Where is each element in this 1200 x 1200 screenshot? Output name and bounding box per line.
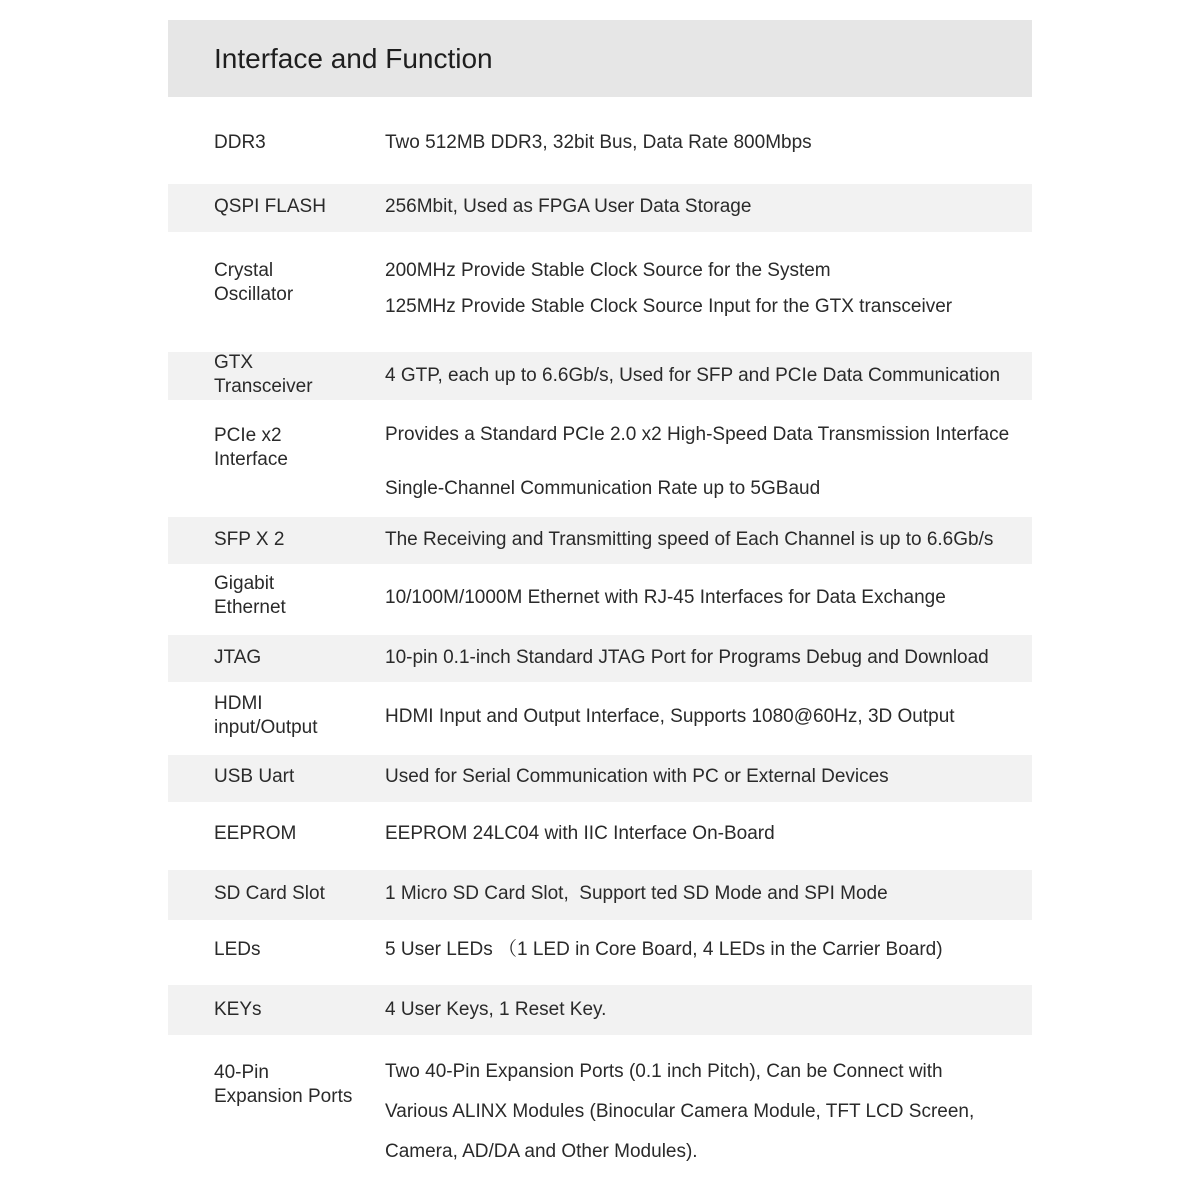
row-value: Two 40-Pin Expansion Ports (0.1 inch Pitch), Can be Connect with (385, 1061, 943, 1082)
row-value: 10-pin 0.1-inch Standard JTAG Port for Programs Debug and Download (385, 647, 989, 668)
row-label: DDR3 (214, 132, 266, 153)
row-label: GTX Transceiver (214, 352, 313, 397)
row-label: Gigabit Ethernet (214, 573, 286, 618)
row-label: PCIe x2 Interface (214, 425, 288, 470)
row-value: Various ALINX Modules (Binocular Camera Module, TFT LCD Screen, (385, 1101, 975, 1122)
row-value: 256Mbit, Used as FPGA User Data Storage (385, 196, 752, 217)
row-value: HDMI Input and Output Interface, Supports 1080@60Hz, 3D Output (385, 706, 955, 727)
row-value: 125MHz Provide Stable Clock Source Input for the GTX transceiver (385, 296, 953, 317)
row-label: QSPI FLASH (214, 196, 326, 217)
row-value: 200MHz Provide Stable Clock Source for the System (385, 260, 831, 281)
row-value: EEPROM 24LC04 with IIC Interface On-Board (385, 823, 775, 844)
row-value: 4 User Keys, 1 Reset Key. (385, 999, 607, 1020)
row-value: Camera, AD/DA and Other Modules). (385, 1141, 698, 1162)
row-label: JTAG (214, 647, 262, 668)
section-title: Interface and Function (214, 43, 493, 74)
row-label: HDMI input/Output (214, 693, 318, 738)
row-label: EEPROM (214, 823, 297, 844)
row-value: Two 512MB DDR3, 32bit Bus, Data Rate 800Mbps (385, 132, 812, 153)
row-value: The Receiving and Transmitting speed of Each Channel is up to 6.6Gb/s (385, 529, 994, 550)
section-header (168, 20, 1032, 97)
row-value: Used for Serial Communication with PC or External Devices (385, 766, 889, 787)
row-value: Provides a Standard PCIe 2.0 x2 High-Speed Data Transmission Interface (385, 424, 1010, 445)
row-label: 40-Pin Expansion Ports (214, 1062, 353, 1107)
row-value: 5 User LEDs （1 LED in Core Board, 4 LEDs in the Carrier Board) (385, 939, 943, 960)
row-value: 1 Micro SD Card Slot, Support ted SD Mode and SPI Mode (385, 883, 888, 904)
row-label: USB Uart (214, 766, 295, 787)
row-label: SFP X 2 (214, 529, 285, 550)
row-value: 10/100M/1000M Ethernet with RJ-45 Interfaces for Data Exchange (385, 587, 946, 608)
row-value: 4 GTP, each up to 6.6Gb/s, Used for SFP and PCIe Data Communication (385, 365, 1001, 386)
row-value: Single-Channel Communication Rate up to 5GBaud (385, 478, 821, 499)
row-label: LEDs (214, 939, 261, 960)
row-label: Crystal Oscillator (214, 260, 294, 305)
row-label: KEYs (214, 999, 262, 1020)
row-label: SD Card Slot (214, 883, 325, 904)
